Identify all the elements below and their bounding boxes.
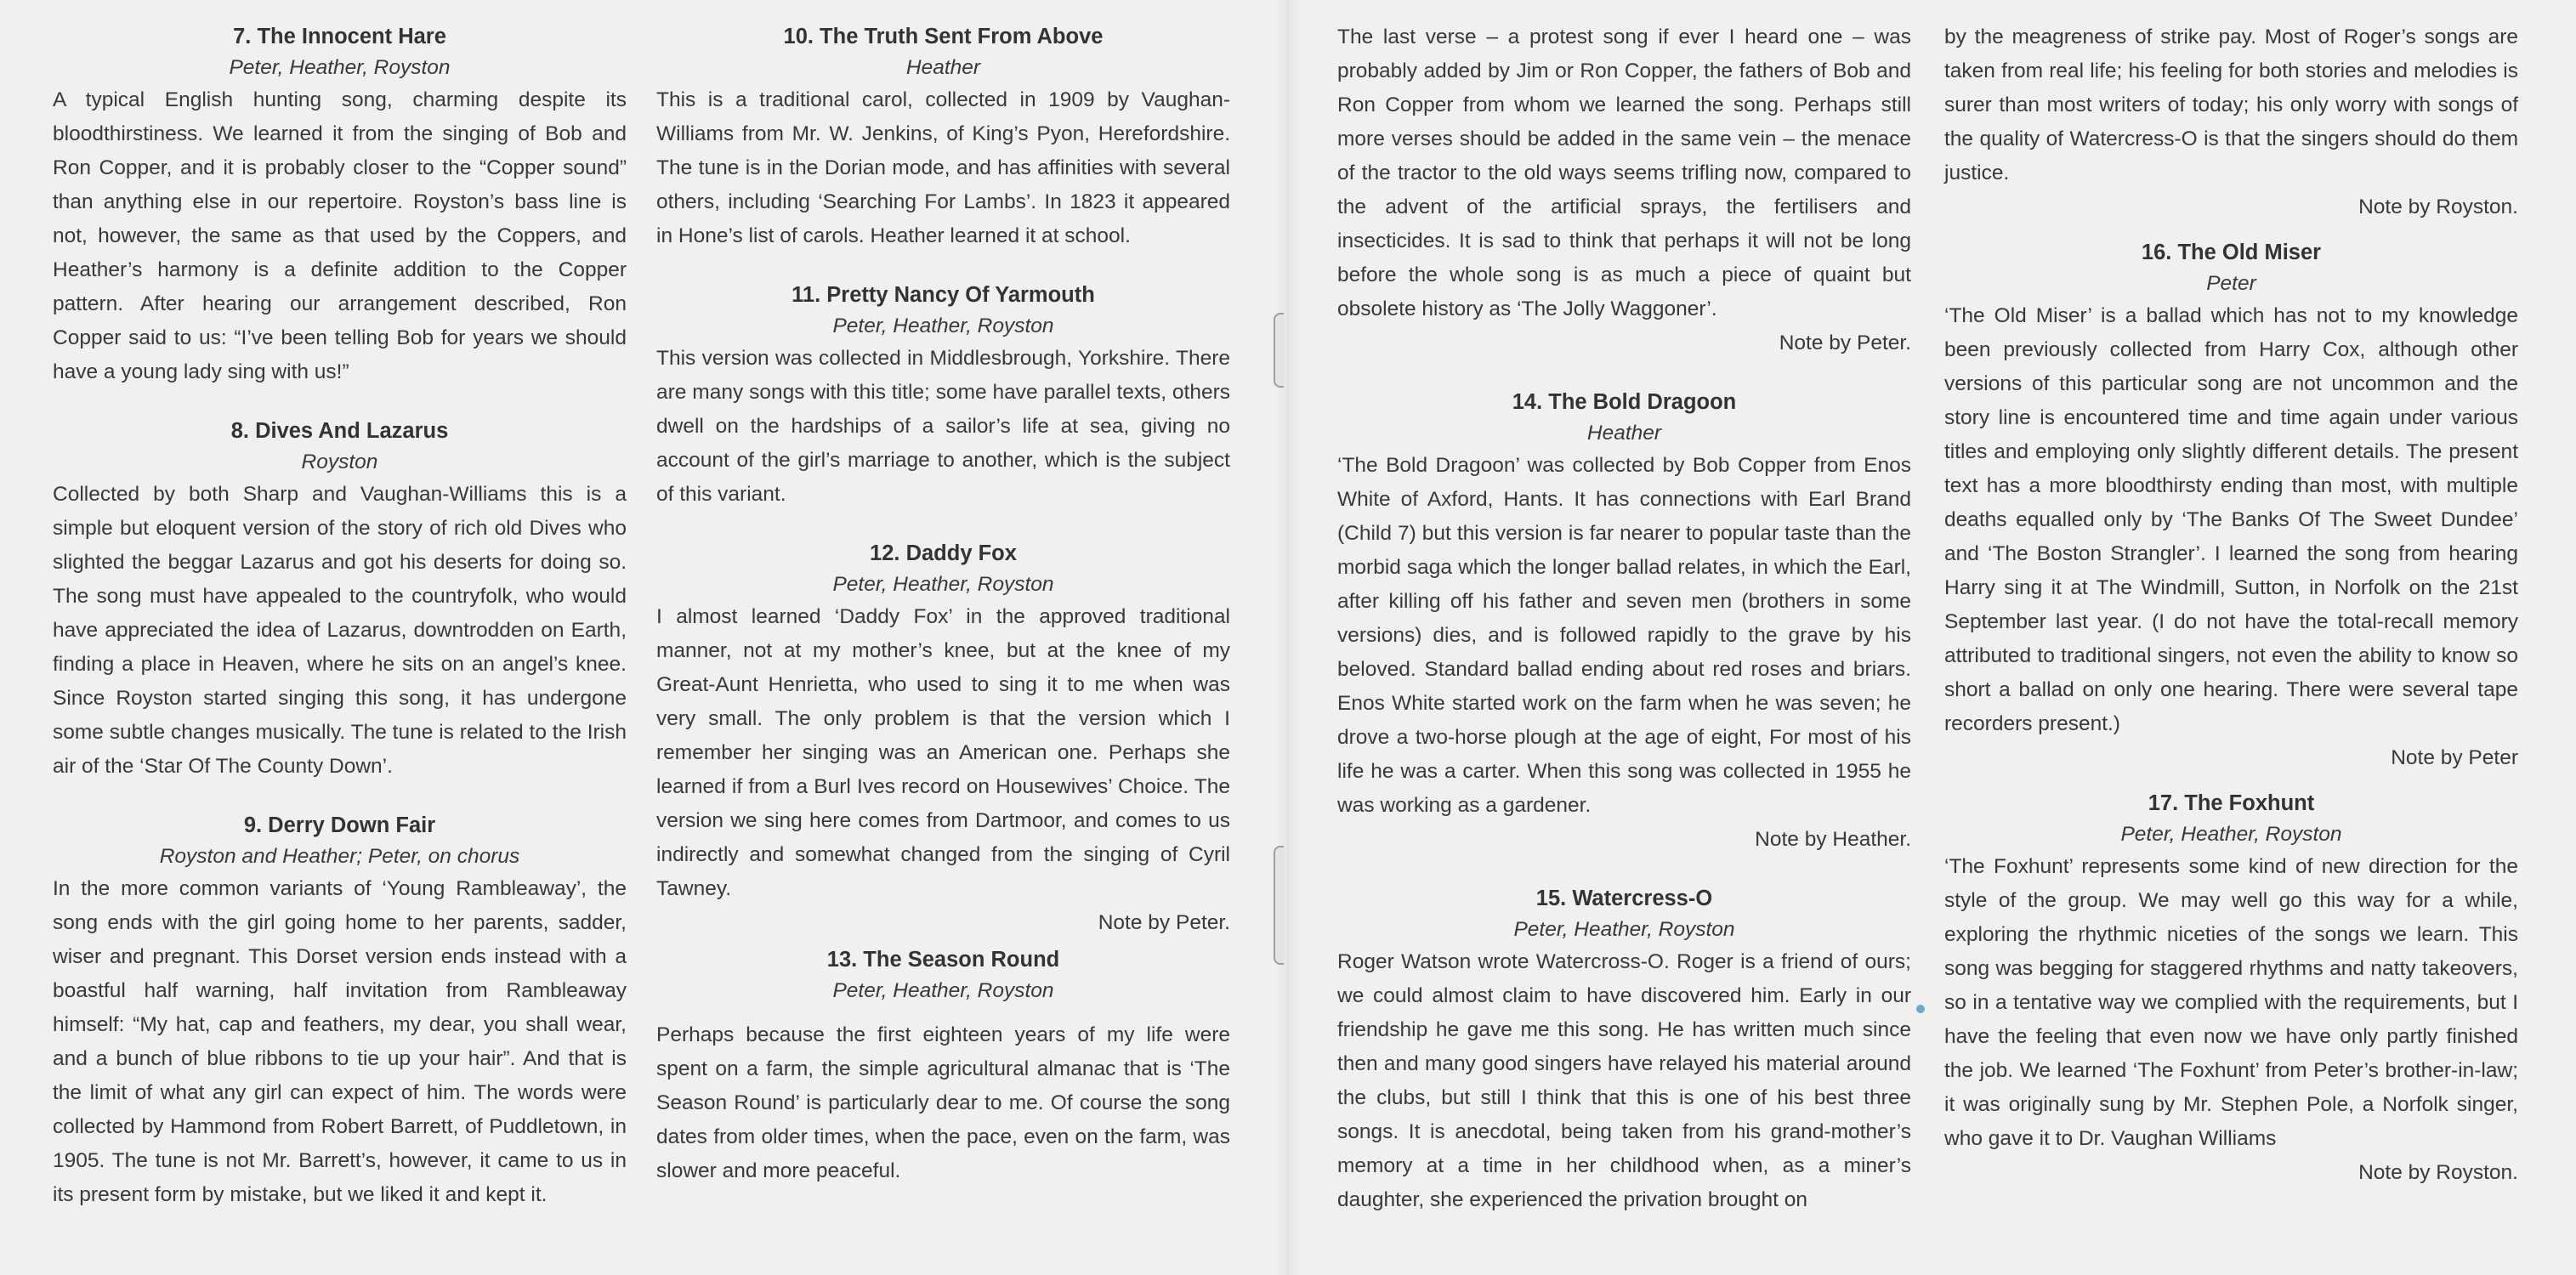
song-performers: Peter, Heather, Royston [229, 56, 451, 79]
column-2 [656, 20, 1230, 1214]
song-performers: Peter, Heather, Royston [832, 314, 1054, 337]
song-title: 14. The Bold Dragoon [1512, 390, 1737, 414]
song-13 [656, 944, 1230, 1188]
song-12 [656, 537, 1230, 940]
song-title: 11. Pretty Nancy Of Yarmouth [792, 283, 1095, 307]
song-7 [53, 20, 627, 389]
song-notes: Roger Watson wrote Watercross-O. Roger is a friend of ours; we could almost claim to have discovered him. Early in our friendship he gave me this song. He has written much since then and many good singers have relayed his material around the clubs, but still I think that this is one of his best three songs. It is anecdotal, being taken from his grand-mother’s memory at a time in her childhood when, as a miner’s daughter, she experienced the privation brought on [1337, 950, 1911, 1211]
upper-staple [1274, 313, 1284, 388]
song-performers: Peter, Heather, Royston [2120, 823, 2342, 846]
song-9 [53, 809, 627, 1212]
song-16 [1944, 236, 2518, 775]
song-title: 15. Watercress-O [1535, 887, 1713, 910]
song-title: 7. The Innocent Hare [233, 25, 446, 48]
column-1 [53, 20, 627, 1238]
song-title: 12. Daddy Fox [870, 541, 1017, 565]
song-14 [1337, 386, 1911, 857]
song-note-signature: Note by Heather. [1755, 828, 1911, 851]
song-note-signature: Note by Royston. [2358, 1161, 2518, 1184]
song-notes: Collected by both Sharp and Vaughan-Williams this is a simple but eloquent version of the story of rich old Dives who slighted the beggar Lazarus and got his deserts for doing so. The song must have appealed to the countryfolk, who would have appreciated the idea of Lazarus, downtrodden on Earth, finding a place in Heaven, where he sits on an angel’s knee. Since Royston started singing this song, it has undergone some subtle changes musically. The tune is related to the Irish air of the ‘Star Of The County Down’. [53, 483, 627, 778]
song-11 [656, 279, 1230, 512]
column-4 [1944, 20, 2518, 1216]
song-performers: Heather [905, 56, 981, 79]
song-13-continued [1337, 20, 1911, 360]
song-title: 10. The Truth Sent From Above [783, 25, 1104, 48]
lower-staple [1274, 846, 1284, 965]
song-note-signature: Note by Peter. [1779, 332, 1911, 354]
song-performers: Peter [2206, 272, 2256, 295]
song-notes: This version was collected in Middlesbrough, Yorkshire. There are many songs with this title; some have parallel texts, others dwell on the hardships of a sailor’s life at sea, giving no account of the girl’s marriage to another, which is the subject of this variant. [656, 347, 1230, 506]
song-15 [1337, 882, 1911, 1217]
song-performers: Peter, Heather, Royston [832, 573, 1054, 596]
song-notes-continued: by the meagreness of strike pay. Most of Roger’s songs are taken from real life; his feeling for both stories and melodies is surer than most writers of today; his only worry with songs of the quality of Watercress-O is that the singers should do them justice. [1944, 26, 2518, 184]
song-17 [1944, 787, 2518, 1190]
song-performers: Peter, Heather, Royston [1513, 918, 1735, 941]
song-notes: This is a traditional carol, collected in 1909 by Vaughan-Williams from Mr. W. Jenkins, of King’s Pyon, Herefordshire. The tune is in the Dorian mode, and has affinities with several others, including ‘Searching For Lambs’. In 1823 it appeared in Hone’s list of carols. Heather learned it at school. [656, 88, 1230, 247]
song-8 [53, 415, 627, 784]
ink-speck [1916, 1005, 1925, 1013]
song-performers: Royston and Heather; Peter, on chorus [159, 845, 520, 868]
song-notes: In the more common variants of ‘Young Rambleaway’, the song ends with the girl going home to her parents, sadder, wiser and pregnant. This Dorset version ends instead with a boastful half warning, half invitation from Rambleaway himself: “My hat, cap and feathers, my dear, you shall wear, and a bunch of blue ribbons to tie up your hair”. And that is the limit of what any girl can expect of him. The words were collected by Hammond from Robert Barrett, of Puddletown, in 1905. The tune is not Mr. Barrett’s, however, it came to us in its present form by mistake, but we liked it and kept it. [53, 877, 627, 1206]
song-performers: Royston [301, 450, 378, 473]
song-title: 13. The Season Round [826, 948, 1060, 972]
song-note-signature: Note by Peter [2391, 746, 2518, 769]
song-notes: Perhaps because the first eighteen years of my life were spent on a farm, the simple agricultural almanac that is ‘The Season Round’ is particularly dear to me. Of course the song dates from older times, when the pace, even on the farm, was slower and more peaceful. [656, 1023, 1230, 1182]
song-notes: ‘The Old Miser’ is a ballad which has not to my knowledge been previously collected from Harry Cox, although other versions of this particular song are not uncommon and the story line is encountered time and time again under various titles and employing only slightly different details. The present text has a more bloodthirsty ending than most, with multiple deaths equalled only by ‘The Banks Of The Sweet Dundee’ and ‘The Boston Strangler’. I learned the song from hearing Harry sing it at The Windmill, Sutton, in Norfolk on the 21st September last year. (I do not have the total-recall memory attributed to traditional singers, not even the ability to know so short a ballad on only one hearing. There were several tape recorders present.) [1944, 304, 2518, 735]
song-title: 8. Dives And Lazarus [230, 419, 449, 443]
song-notes-continued: The last verse – a protest song if ever I heard one – was probably added by Jim or Ron Copper, the fathers of Bob and Ron Copper from whom we learned the song. Perhaps still more verses should be added in the same vein – the menace of the tractor to the old ways seems trifling now, compared to the advent of the artificial sprays, the fertilisers and insecticides. It is sad to think that perhaps it will not be long before the whole song is as much a piece of quaint but obsolete history as ‘The Jolly Waggoner’. [1337, 26, 1911, 320]
song-performers: Peter, Heather, Royston [832, 979, 1054, 1002]
song-10 [656, 20, 1230, 253]
song-title: 9. Derry Down Fair [243, 813, 436, 837]
center-fold [1275, 0, 1301, 1275]
song-notes: ‘The Bold Dragoon’ was collected by Bob Copper from Enos White of Axford, Hants. It has connections with Earl Brand (Child 7) but this version is far nearer to popular taste than the morbid saga which the longer ballad relates, in which the Earl, after killing off his father and seven men (brothers in some versions) dies, and is followed rapidly to the grave by his beloved. Standard ballad ending about red roses and briars. Enos White started work on the farm when he was seven; he drove a two-horse plough at the age of eight, For most of his life he was a carter. When this song was collected in 1955 he was working as a gardener. [1337, 454, 1911, 817]
song-title: 16. The Old Miser [2141, 241, 2322, 264]
song-performers: Heather [1586, 422, 1662, 445]
song-note-signature: Note by Royston. [2358, 196, 2518, 218]
song-title: 17. The Foxhunt [2148, 791, 2315, 815]
column-3 [1337, 20, 1911, 1243]
song-notes: ‘The Foxhunt’ represents some kind of new direction for the style of the group. We may well go this way for a while, exploring the rhythmic niceties of the songs we learn. This song was begging for staggered rhythms and natty takeovers, so in a tentative way we complied with the requirements, but I have the feeling that even now we have only partly finished the job. We learned ‘The Foxhunt’ from Peter’s brother-in-law; it was originally sung by Mr. Stephen Pole, a Norfolk singer, who gave it to Dr. Vaughan Williams [1944, 855, 2518, 1150]
song-15-continued [1944, 20, 2518, 224]
song-notes: A typical English hunting song, charming despite its bloodthirstiness. We learned it from the singing of Bob and Ron Copper, and it is probably closer to the “Copper sound” than anything else in our repertoire. Royston’s bass line is not, however, the same as that used by the Coppers, and Heather’s harmony is a definite addition to the Copper pattern. After hearing our arrangement described, Ron Copper said to us: “I’ve been telling Bob for years we should have a young lady sing with us!” [53, 88, 627, 383]
song-notes: I almost learned ‘Daddy Fox’ in the approved traditional manner, not at my mother’s knee, but at the knee of my Great-Aunt Henrietta, who used to sing it to me when was very small. The only problem is that the version which I remember her singing was an American one. Perhaps she learned if from a Burl Ives record on Housewives’ Choice. The version we sing here comes from Dartmoor, and comes to us indirectly and somewhat changed from the singing of Cyril Tawney. [656, 605, 1230, 900]
song-note-signature: Note by Peter. [1098, 911, 1230, 934]
